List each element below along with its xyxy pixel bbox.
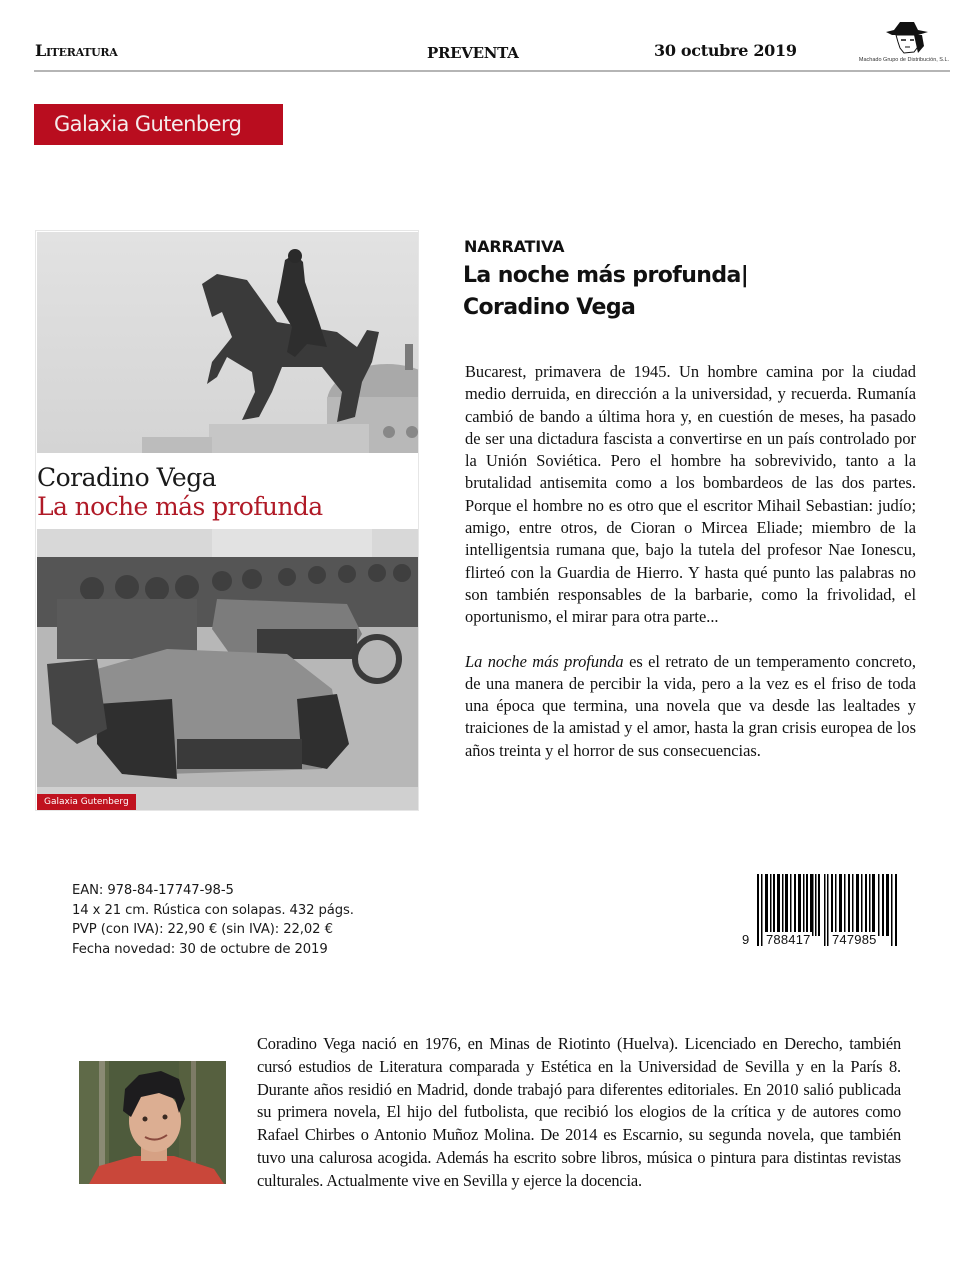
- synopsis-title-italic: La noche más profunda: [465, 651, 624, 671]
- military-parade-tanks-photo: [37, 529, 419, 811]
- barcode-digits-left: 788417: [766, 932, 811, 947]
- author-portrait-photo: [79, 1061, 226, 1184]
- header-divider: [34, 70, 950, 72]
- synopsis-paragraph-2: [465, 651, 916, 762]
- synopsis: [465, 361, 916, 762]
- distributor-logo: [856, 18, 952, 68]
- barcode-digit-first: 9: [742, 932, 750, 947]
- man-with-hat-icon: [856, 18, 952, 56]
- genre-label: NARRATIVA: [464, 237, 565, 256]
- barcode-digits-right: 747985: [832, 932, 877, 947]
- book-title-line: La noche más profunda|: [463, 263, 749, 288]
- distributor-caption: Machado Grupo de Distribución, S.L.: [858, 57, 950, 63]
- header-date: 30 octubre 2019: [654, 41, 797, 60]
- spec-price: PVP (con IVA): 22,90 € (sin IVA): 22,02 €: [72, 922, 333, 937]
- header-category: Literatura: [35, 41, 118, 60]
- spec-release-date: Fecha novedad: 30 de octubre de 2019: [72, 941, 328, 957]
- barcode: [741, 870, 911, 950]
- spec-ean: EAN: 978-84-17747-98-5: [72, 883, 234, 898]
- cover-title: La noche más profunda: [37, 492, 323, 521]
- book-author-line: Coradino Vega: [463, 295, 636, 320]
- header-section: PREVENTA: [427, 44, 519, 62]
- book-cover: [35, 230, 419, 811]
- book-title: [463, 260, 748, 324]
- equestrian-statue-photo: [37, 232, 419, 453]
- spec-format: 14 x 21 cm. Rústica con solapas. 432 págs.: [72, 902, 354, 918]
- cover-author: Coradino Vega: [37, 463, 217, 492]
- synopsis-paragraph-2-text: es el retrato de un temperamento concreto, de una manera de percibir la vida, pero a la vez es el friso de toda una época que termina, una novela que va desde las lealtades y traiciones de la amistad y el amor, hasta la gran crisis europea de los años treinta y el horror de sus consecuencias.: [465, 651, 916, 760]
- author-bio: Coradino Vega nació en 1976, en Minas de Riotinto (Huelva). Licenciado en Derecho, también cursó estudios de Literatura comparada y Estética en la Universidad de Sevilla y en la París 8. Durante años residió en Madrid, donde trabajó para diferentes editoriales. En 2010 salió publicada su primera novela, El hijo del futbolista, que recibió los elogios de la crítica y de autores como Rafael Chirbes o Antonio Muñoz Molina. De 2014 es Escarnio, su segunda novela, que también tuvo una calurosa acogida. Además ha escrito sobre libros, música o pintura para distintas revistas culturales. Actualmente vive en Sevilla y ejerce la docencia.: [257, 1034, 901, 1190]
- publisher-logo: Galaxia Gutenberg: [34, 104, 283, 145]
- synopsis-paragraph-1: Bucarest, primavera de 1945. Un hombre camina por la ciudad medio derruida, en dirección a la universidad, y recuerda. Rumanía cambió de bando a última hora y, en cuestión de meses, ha pasado de ser una dictadura fascista a convertirse en un país controlado por la Unión Soviética. Pero el hombre ha sobrevivido, tanto a la brutalidad antisemita como a los bombardeos de las dos partes. Porque el hombre no es otro que el escritor Mihail Sebastian: judío; amigo, entre otros, de Cioran o Mircea Eliade; miembro de la intelligentsia rumana que, bajo la tutela del profesor Nae Ionescu, flirteó con la Guardia de Hierro. Y hasta qué punto las palabras no son también responsables de la barbarie, como la frivolidad, el oportunismo, el mirar para otra parte...: [465, 362, 916, 627]
- book-specs: [72, 881, 354, 959]
- cover-publisher-badge: Galaxia Gutenberg: [37, 794, 136, 811]
